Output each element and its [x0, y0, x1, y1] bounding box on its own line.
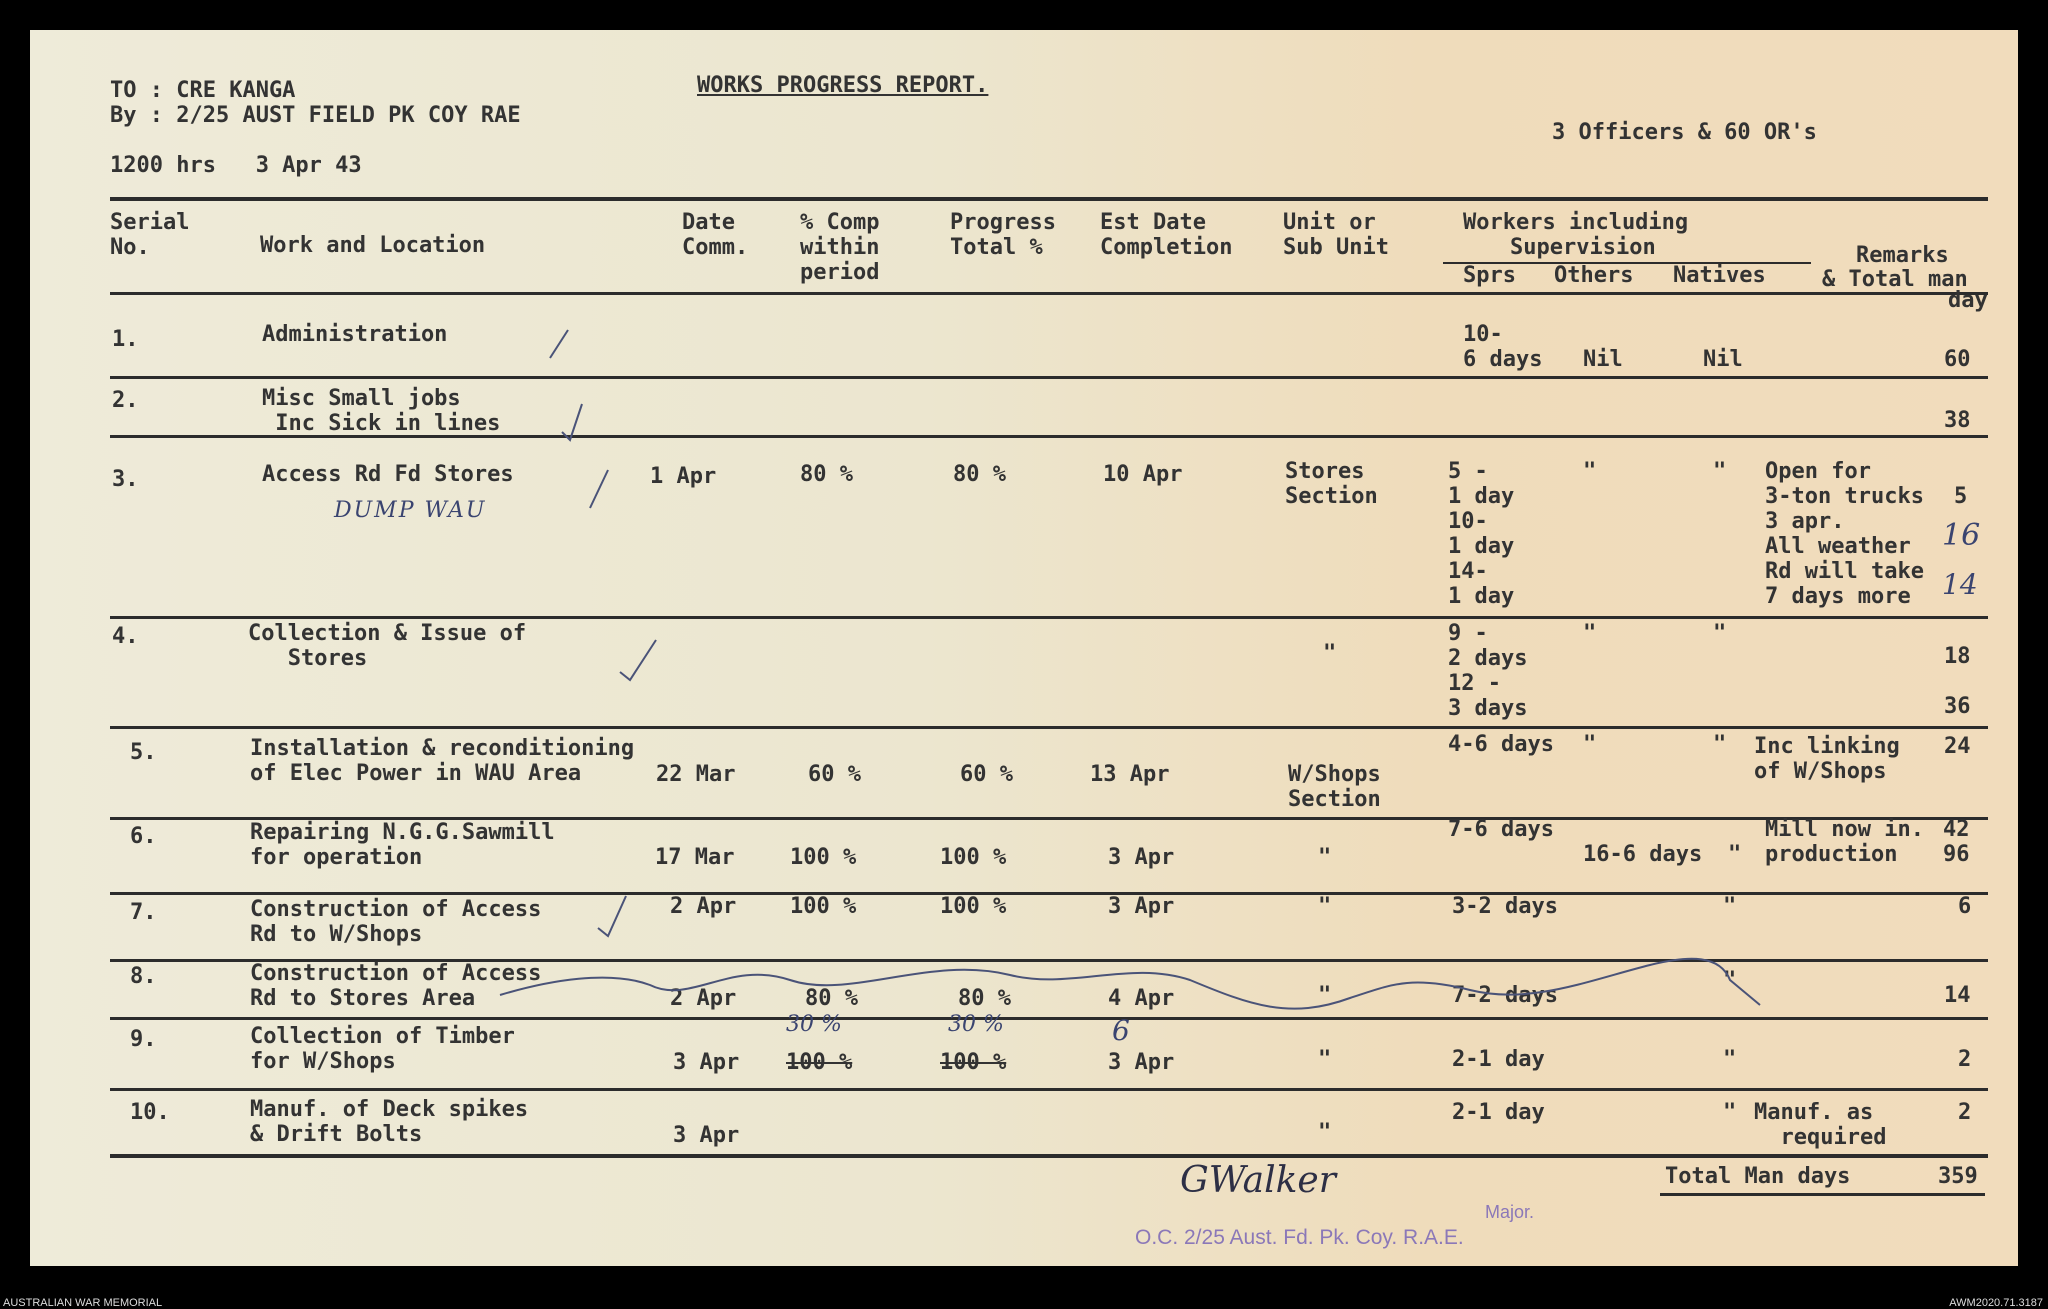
- row-7-sprs: 3-2 days: [1452, 894, 1558, 919]
- sender: By : 2/25 AUST FIELD PK COY RAE: [110, 103, 521, 128]
- row-10-natives: ": [1723, 1100, 1737, 1125]
- row-3-total-c: 14: [1942, 568, 1978, 601]
- row-5-date: 22 Mar: [656, 762, 736, 787]
- row-3-sprs: 5 - 1 day 10- 1 day 14- 1 day: [1448, 459, 1515, 609]
- row-7-work: Construction of Access Rd to W/Shops: [250, 897, 542, 947]
- col-sprs: Sprs: [1463, 263, 1516, 288]
- row-5-remarks: Inc linking of W/Shops: [1754, 734, 1900, 784]
- row-1-sprs: 10- 6 days: [1463, 322, 1543, 372]
- row-3-natives: ": [1713, 459, 1727, 484]
- row-3-others: ": [1583, 459, 1597, 484]
- row-4-serial: 4.: [112, 624, 139, 649]
- total-man-days-label: Total Man days: [1665, 1164, 1851, 1189]
- col-progress-total: Progress Total %: [950, 210, 1056, 260]
- row-9-work: Collection of Timber for W/Shops: [250, 1024, 515, 1074]
- unit-stamp: O.C. 2/25 Aust. Fd. Pk. Coy. R.A.E.: [1135, 1226, 1464, 1249]
- row-8-serial: 8.: [130, 964, 157, 989]
- col-remarks-day: day: [1948, 288, 1988, 313]
- row-6-natives: ": [1728, 842, 1742, 867]
- rule: [110, 616, 1988, 619]
- archive-credit: AUSTRALIAN WAR MEMORIAL: [3, 1297, 163, 1309]
- row-9-date: 3 Apr: [673, 1050, 740, 1075]
- col-supervision: Supervision: [1510, 235, 1656, 260]
- row-5-sprs: 4-6 days: [1448, 732, 1554, 757]
- row-9-est-correction: 6: [1112, 1014, 1130, 1047]
- check-mark-icon: [598, 896, 626, 936]
- row-6-est: 3 Apr: [1108, 845, 1175, 870]
- row-2-serial: 2.: [112, 388, 139, 413]
- row-10-total: 2: [1958, 1100, 1972, 1125]
- addressee: TO : CRE KANGA: [110, 78, 296, 103]
- row-10-unit: ": [1318, 1120, 1332, 1145]
- row-10-date: 3 Apr: [673, 1123, 740, 1148]
- row-3-progress: 80 %: [953, 462, 1006, 487]
- row-6-unit: ": [1318, 845, 1332, 870]
- row-4-work: Collection & Issue of Stores: [248, 621, 527, 671]
- row-9-comp-correction: 30 %: [786, 1012, 842, 1037]
- row-6-remarks: Mill now in. production: [1765, 817, 1924, 867]
- row-7-comp: 100 %: [790, 894, 857, 919]
- row-10-sprs: 2-1 day: [1452, 1100, 1545, 1125]
- rule: [110, 1088, 1988, 1091]
- row-5-serial: 5.: [130, 740, 157, 765]
- row-7-unit: ": [1318, 894, 1332, 919]
- row-5-others: ": [1583, 732, 1597, 757]
- row-6-total-b: 96: [1943, 842, 1970, 867]
- row-7-est: 3 Apr: [1108, 894, 1175, 919]
- col-serial: Serial No.: [110, 210, 190, 260]
- col-natives: Natives: [1673, 263, 1766, 288]
- rule: [110, 726, 1988, 729]
- col-unit: Unit or Sub Unit: [1283, 210, 1389, 260]
- rule: [1660, 1193, 1985, 1196]
- row-6-total-a: 42: [1943, 817, 1970, 842]
- total-man-days-value: 359: [1938, 1164, 1978, 1189]
- col-work: Work and Location: [260, 233, 486, 258]
- row-2-total: 38: [1944, 408, 1971, 433]
- row-6-serial: 6.: [130, 824, 157, 849]
- row-7-date: 2 Apr: [670, 894, 737, 919]
- row-8-unit: ": [1318, 983, 1332, 1008]
- row-8-sprs: 7-2 days: [1452, 983, 1558, 1008]
- page-title: WORKS PROGRESS REPORT.: [697, 73, 989, 98]
- row-5-natives: ": [1713, 732, 1727, 757]
- row-3-handwritten-note: DUMP WAU: [334, 498, 487, 523]
- row-5-work: Installation & reconditioning of Elec Power in WAU Area: [250, 736, 635, 786]
- row-5-total: 24: [1944, 734, 1971, 759]
- rule: [110, 197, 1988, 201]
- row-3-est: 10 Apr: [1103, 462, 1183, 487]
- row-4-natives: ": [1713, 621, 1727, 646]
- row-10-remarks: Manuf. as required: [1754, 1100, 1887, 1150]
- row-4-unit: ": [1323, 641, 1337, 666]
- row-9-progress: 100 %: [940, 1050, 1007, 1075]
- col-workers: Workers including: [1463, 210, 1689, 235]
- row-8-work: Construction of Access Rd to Stores Area: [250, 961, 542, 1011]
- rule: [110, 376, 1988, 379]
- signature-rank: Major.: [1485, 1202, 1535, 1222]
- row-3-work: Access Rd Fd Stores: [262, 462, 514, 487]
- row-5-unit: W/Shops Section: [1288, 762, 1381, 812]
- col-comp-period: % Comp within period: [800, 210, 880, 285]
- row-10-serial: 10.: [130, 1100, 170, 1125]
- row-1-total: 60: [1944, 347, 1971, 372]
- rule: [110, 292, 1988, 295]
- row-8-total: 14: [1944, 983, 1971, 1008]
- row-8-natives: ": [1723, 968, 1737, 993]
- row-3-unit: Stores Section: [1285, 459, 1378, 509]
- col-remarks-total: & Total man: [1822, 267, 1968, 292]
- row-1-natives: Nil: [1703, 347, 1743, 372]
- row-7-progress: 100 %: [940, 894, 1007, 919]
- col-others: Others: [1554, 263, 1634, 288]
- row-4-sprs: 9 - 2 days 12 - 3 days: [1448, 621, 1528, 721]
- document-page: [30, 30, 2018, 1266]
- row-1-work: Administration: [262, 322, 448, 347]
- rule: [110, 1017, 1988, 1020]
- col-est-date: Est Date Completion: [1100, 210, 1233, 260]
- archive-reference: AWM2020.71.3187: [1949, 1297, 2043, 1309]
- row-6-others: 16-6 days: [1583, 842, 1703, 867]
- row-5-est: 13 Apr: [1090, 762, 1170, 787]
- check-mark-icon: [620, 640, 656, 680]
- col-date-comm: Date Comm.: [682, 210, 749, 260]
- row-3-serial: 3.: [112, 467, 139, 492]
- row-3-total-a: 5: [1954, 484, 1968, 509]
- row-3-comp: 80 %: [800, 462, 853, 487]
- row-4-others: ": [1583, 621, 1597, 646]
- row-5-comp: 60 %: [808, 762, 861, 787]
- row-8-comp: 80 %: [805, 986, 858, 1011]
- rule: [110, 1154, 1988, 1158]
- row-4-total-b: 36: [1944, 694, 1971, 719]
- row-9-unit: ": [1318, 1047, 1332, 1072]
- unit-strength: 3 Officers & 60 OR's: [1552, 120, 1817, 145]
- row-7-total: 6: [1958, 894, 1972, 919]
- row-9-comp: 100 %: [786, 1050, 853, 1075]
- row-7-natives: ": [1723, 894, 1737, 919]
- row-6-sprs: 7-6 days: [1448, 817, 1554, 842]
- row-3-remarks: Open for 3-ton trucks 3 apr. All weather Rd will take 7 days more: [1765, 459, 1924, 609]
- row-4-total-a: 18: [1944, 644, 1971, 669]
- row-1-serial: 1.: [112, 327, 139, 352]
- report-datetime: 1200 hrs 3 Apr 43: [110, 153, 362, 178]
- row-8-est: 4 Apr: [1108, 986, 1175, 1011]
- row-1-others: Nil: [1583, 347, 1623, 372]
- signature: GWalker: [1180, 1160, 1336, 1201]
- col-remarks: Remarks: [1856, 243, 1949, 268]
- rule: [110, 892, 1988, 895]
- row-9-total: 2: [1958, 1047, 1972, 1072]
- row-5-progress: 60 %: [960, 762, 1013, 787]
- check-mark-icon: [590, 470, 608, 508]
- row-6-date: 17 Mar: [655, 845, 735, 870]
- row-8-date: 2 Apr: [670, 986, 737, 1011]
- row-6-progress: 100 %: [940, 845, 1007, 870]
- row-7-serial: 7.: [130, 900, 157, 925]
- row-9-sprs: 2-1 day: [1452, 1047, 1545, 1072]
- row-9-natives: ": [1723, 1047, 1737, 1072]
- row-9-est: 3 Apr: [1108, 1050, 1175, 1075]
- row-6-work: Repairing N.G.G.Sawmill for operation: [250, 820, 555, 870]
- row-2-work: Misc Small jobs Inc Sick in lines: [262, 386, 501, 436]
- row-3-date: 1 Apr: [650, 464, 717, 489]
- row-9-serial: 9.: [130, 1027, 157, 1052]
- row-10-work: Manuf. of Deck spikes & Drift Bolts: [250, 1097, 529, 1147]
- row-8-progress: 80 %: [958, 986, 1011, 1011]
- check-mark-icon: [550, 330, 568, 358]
- row-6-comp: 100 %: [790, 845, 857, 870]
- row-3-total-b: 16: [1942, 518, 1981, 553]
- row-9-progress-correction: 30 %: [948, 1012, 1004, 1037]
